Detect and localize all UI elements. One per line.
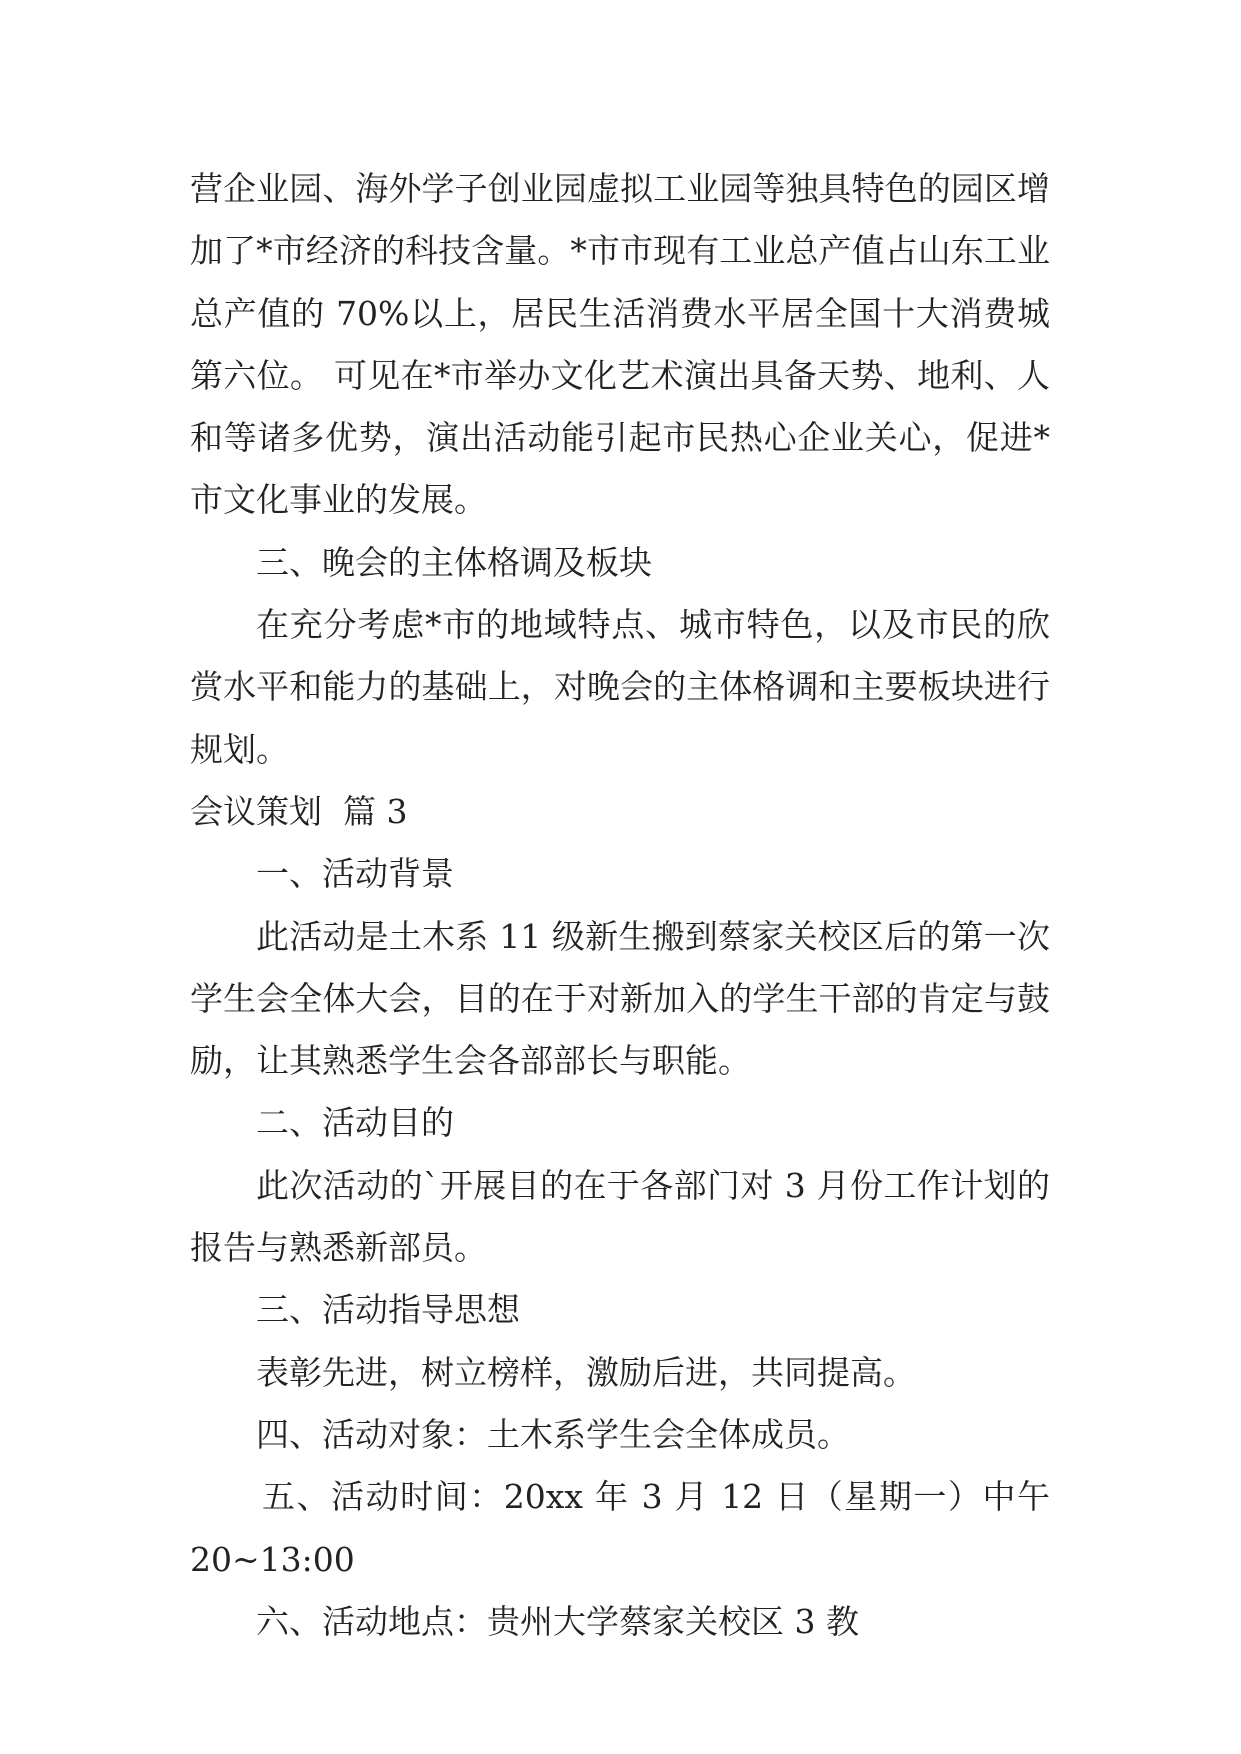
paragraph-line: 营企业园、海外学子创业园虚拟工业园等独具特色的园区增 (190, 169, 1050, 208)
paragraph-line: 和等诸多优势，演出活动能引起市民热心企业关心，促进* (190, 418, 1050, 458)
paragraph-line: 市文化事业的发展。 (190, 480, 487, 520)
paragraph-line: 报告与熟悉新部员。 (190, 1228, 487, 1268)
paragraph-line: 学生会全体大会，目的在于对新加入的学生干部的肯定与鼓 (190, 978, 1050, 1018)
article-title: 会议策划 篇 3 (190, 791, 408, 831)
section-heading: 一、活动背景 (256, 854, 454, 894)
paragraph-line: 此活动是土木系 11 级新生搬到蔡家关校区后的第一次 (256, 916, 1050, 956)
paragraph-line: 第六位。 可见在*市举办文化艺术演出具备天势、地利、人 (190, 355, 1050, 395)
paragraph-line: 规划。 (190, 729, 289, 769)
document-body (190, 158, 1050, 1653)
paragraph-line: 表彰先进，树立榜样，激励后进，共同提高。 (256, 1352, 916, 1392)
paragraph-line: 加了*市经济的科技含量。*市市现有工业总产值占山东工业 (190, 231, 1050, 271)
paragraph-line: 在充分考虑*市的地域特点、城市特色，以及市民的欣 (256, 605, 1050, 645)
section-heading: 二、活动目的 (256, 1103, 454, 1143)
section-heading: 三、活动指导思想 (256, 1290, 520, 1330)
paragraph-line: 总产值的 70%以上，居民生活消费水平居全国十大消费城 (190, 293, 1050, 333)
paragraph-line: 赏水平和能力的基础上，对晚会的主体格调和主要板块进行 (190, 667, 1050, 707)
section-heading: 四、活动对象：土木系学生会全体成员。 (256, 1414, 850, 1454)
section-heading: 六、活动地点：贵州大学蔡家关校区 3 教 (256, 1601, 859, 1641)
paragraph-line: 励，让其熟悉学生会各部部长与职能。 (190, 1041, 751, 1081)
paragraph-line: 20~13:00 (190, 1539, 355, 1579)
paragraph-line: 此次活动的`开展目的在于各部门对 3 月份工作计划的 (256, 1165, 1050, 1205)
section-heading: 三、晚会的主体格调及板块 (256, 542, 652, 582)
section-heading: 五、活动时间：20xx 年 3 月 12 日（星期一）中午 (262, 1477, 1050, 1517)
